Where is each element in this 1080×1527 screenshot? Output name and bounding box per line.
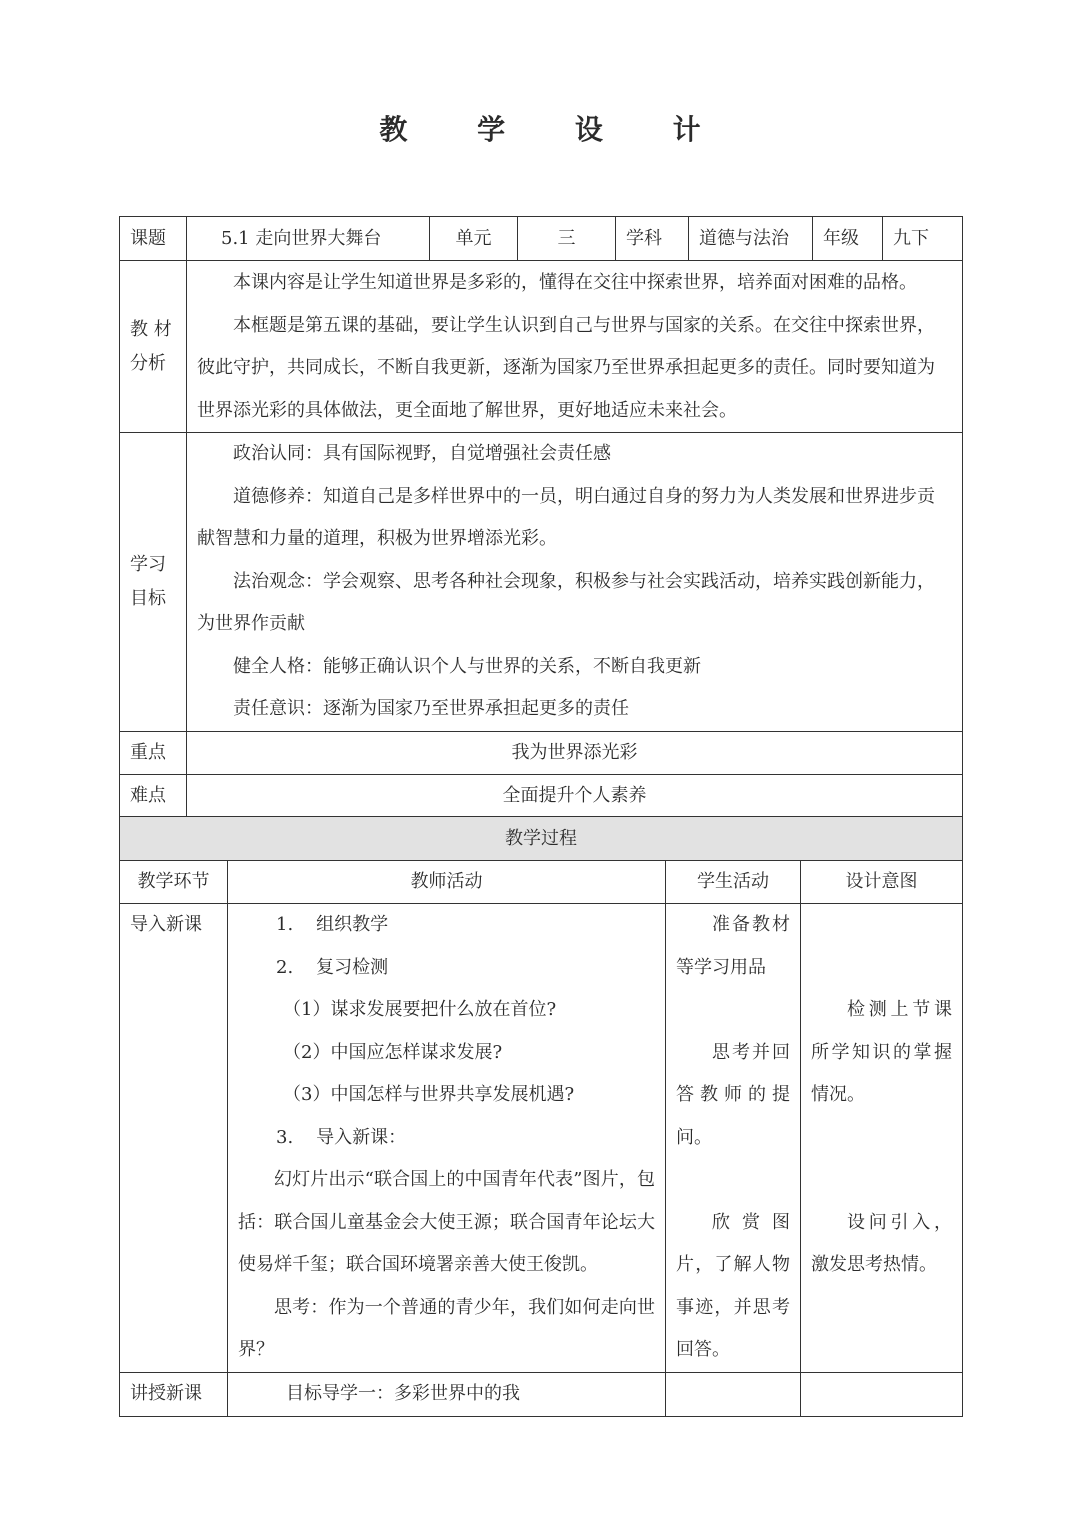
teacher-item-1	[238, 904, 655, 947]
goals-label-line2: 目标	[130, 587, 166, 609]
key-label: 重点	[120, 731, 187, 774]
process-header-row	[120, 817, 963, 861]
page-title: 教 学 设 计	[379, 113, 731, 146]
stage-teach: 讲授新课	[120, 1372, 228, 1416]
goals-label-line1: 学习	[130, 553, 166, 575]
col-student: 学生活动	[666, 861, 801, 904]
material-paragraph: 本课内容是让学生知道世界是多彩的，懂得在交往中探索世界，培养面对困难的品格。	[233, 272, 917, 293]
item-text: 复习检测	[316, 956, 389, 978]
design-intent: 设问引入，激发思考热情。	[811, 1211, 952, 1275]
col-teacher: 教师活动	[228, 861, 666, 904]
material-paragraph: 本框题是第五课的基础，要让学生认识到自己与世界与国家的关系。在交往中探索世界，彼此守护，共同成长，不断自我更新，逐渐为国家乃至世界承担起更多的责任。同时要知道为世界添光彩的具体做法，更全面地了解世界，更好地适应未来社会。	[197, 314, 935, 421]
col-intent: 设计意图	[801, 861, 963, 904]
stage-intro: 导入新课	[120, 904, 228, 1373]
student-activity: 准备教材等学习用品	[676, 914, 790, 978]
difficulty-value: 全面提升个人素养	[187, 774, 963, 817]
design-intent-teach	[801, 1372, 963, 1416]
teacher-item-2	[238, 947, 655, 990]
teacher-paragraph: 思考：作为一个普通的青少年，我们如何走向世界？	[238, 1296, 655, 1360]
col-stage: 教学环节	[120, 861, 228, 904]
student-activity: 欣赏图片，了解人物事迹，并思考回答。	[676, 1211, 790, 1360]
goal-item: 政治认同：具有国际视野，自觉增强社会责任感	[233, 443, 611, 464]
review-question: （2）中国应怎样谋求发展?	[283, 1041, 503, 1063]
grade-value: 九下	[883, 217, 963, 261]
student-activity-teach	[666, 1372, 801, 1416]
subject-label: 学科	[616, 217, 689, 261]
design-intent-intro	[801, 904, 963, 1373]
material-label-line1: 教 材	[130, 318, 172, 340]
teacher-activity-intro	[228, 904, 666, 1373]
process-row-teach	[120, 1372, 963, 1416]
course-value: 5.1 走向世界大舞台	[187, 217, 430, 261]
difficulty-label: 难点	[120, 774, 187, 817]
process-header: 教学过程	[120, 817, 963, 861]
goal-item: 健全人格：能够正确认识个人与世界的关系，不断自我更新	[233, 655, 701, 677]
info-table	[119, 216, 963, 818]
item-text: 组织教学	[316, 914, 389, 935]
teacher-paragraph: 幻灯片出示“联合国上的中国青年代表”图片，包括：联合国儿童基金会大使王源；联合国青年论坛大使易烊千玺；联合国环境署亲善大使王俊凯。	[238, 1169, 655, 1275]
student-activity-intro	[666, 904, 801, 1373]
review-question: （1）谋求发展要把什么放在首位?	[283, 999, 557, 1020]
subject-value: 道德与法治	[689, 217, 813, 261]
grade-label: 年级	[813, 217, 883, 261]
material-row	[120, 261, 963, 433]
goals-content	[187, 433, 963, 732]
item-number: 1.	[276, 914, 294, 935]
review-question: （3）中国怎样与世界共享发展机遇?	[283, 1084, 575, 1105]
goal-item: 法治观念：学会观察、思考各种社会现象，积极参与社会实践活动，培养实践创新能力，为世界作贡献	[197, 570, 935, 634]
goals-label	[120, 433, 187, 732]
process-columns-row	[120, 861, 963, 904]
material-label-line2: 分析	[130, 352, 166, 374]
teacher-activity-teach: 目标导学一：多彩世界中的我	[228, 1372, 666, 1416]
item-number: 2.	[276, 956, 294, 978]
student-activity: 思考并回答教师的提问。	[676, 1041, 790, 1148]
goal-item: 道德修养：知道自己是多样世界中的一员，明白通过自身的努力为人类发展和世界进步贡献智慧和力量的道理，积极为世界增添光彩。	[197, 485, 935, 549]
item-text: 导入新课：	[316, 1126, 407, 1148]
process-row-intro	[120, 904, 963, 1373]
difficulty-row	[120, 774, 963, 817]
design-intent: 检测上节课所学知识的掌握情况。	[811, 999, 952, 1105]
process-table	[119, 816, 963, 1417]
course-label: 课题	[120, 217, 187, 261]
key-row	[120, 731, 963, 774]
key-value: 我为世界添光彩	[187, 731, 963, 774]
goals-row	[120, 433, 963, 732]
material-content	[187, 261, 963, 433]
unit-value: 三	[518, 217, 616, 261]
goal-item: 责任意识：逐渐为国家乃至世界承担起更多的责任	[233, 698, 629, 719]
material-label	[120, 261, 187, 433]
teacher-item-3	[238, 1117, 655, 1160]
unit-label: 单元	[430, 217, 518, 261]
course-row	[120, 217, 963, 261]
item-number: 3.	[276, 1126, 294, 1148]
